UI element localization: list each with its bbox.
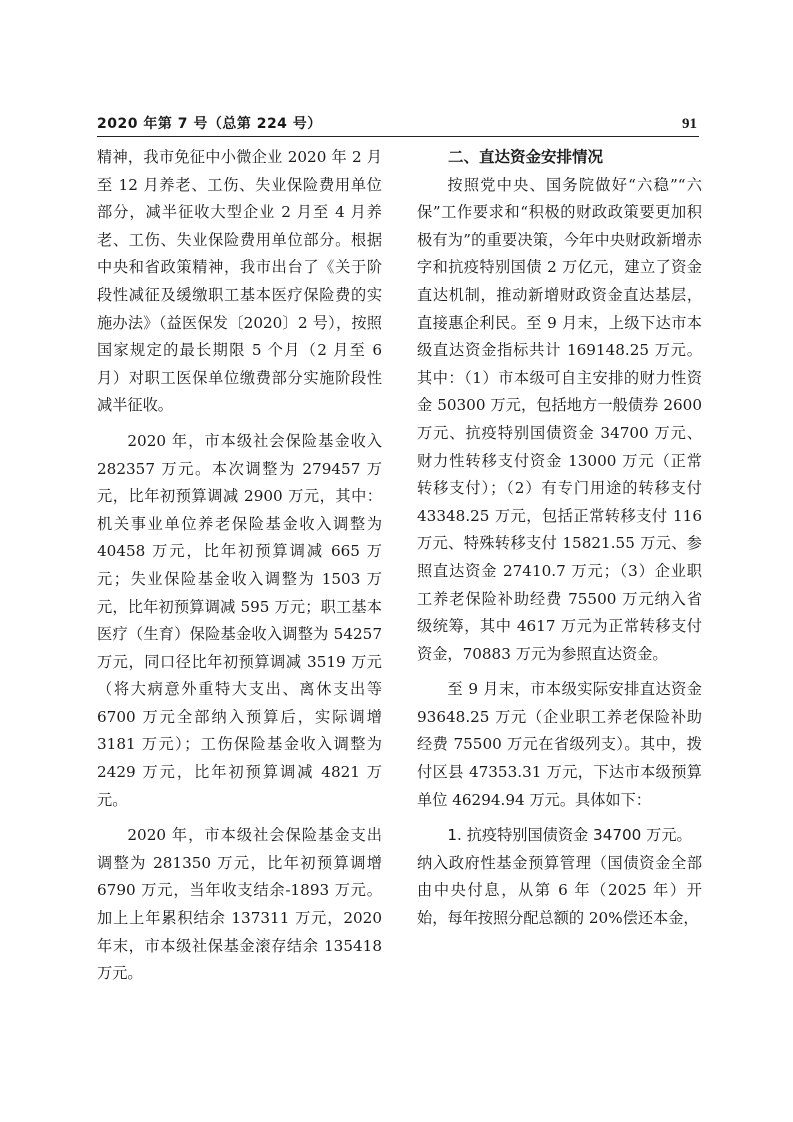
right-column xyxy=(417,144,702,941)
paragraph: 纳入政府性基金预算管理（国债资金全部由中央付息，从第 6 年（2025 年）开始，每年按照分配总额的 20%偿还本金， xyxy=(417,853,702,928)
left-column xyxy=(97,144,382,996)
paragraph: 按照党中央、国务院做好“六稳”“六保”工作要求和“积极的财政政策要更加积极有为”的重要决策，今年中央财政新增赤字和抗疫特别国债 2 万亿元，建立了资金直达机制，推动新增财政资金直达基层，直接惠企利民。至 9 月末，上级下达市本级直达资金指标共计 169148.25 万元。其中：（1）市本级可自主安排的财力性资金 50300 万元，包括地方一般债券 2600 万元、抗疫特别国债资金 34700 万元、财力性转移支付资金 13000 万元（正常转移支付）；（2）有专门用途的转移支付 43348.25 万元，包括正常转移支付 116 万元、特殊转移支付 15821.55 万元、参照直达资金 27410.7 万元；（3）企业职工养老保险补助经费 75500 万元纳入省级统筹，其中 4617 万元为正常转移支付资金，70883 万元为参照直达资金。 xyxy=(417,175,702,663)
paragraph: 2020 年，市本级社会保险基金支出调整为 281350 万元，比年初预算调增 6790 万元，当年收支结余-1893 万元。加上上年累积结余 137311 万元，2020 年末，市本级社保基金滚存结余 135418 万元。 xyxy=(97,826,382,983)
section-heading: 二、直达资金安排情况 xyxy=(448,148,604,166)
page-number: 91 xyxy=(682,116,697,132)
issue-label: 2020 年第 7 号（总第 224 号） xyxy=(97,116,322,132)
paragraph: 精神，我市免征中小微企业 2020 年 2 月至 12 月养老、工伤、失业保险费用单位部分，减半征收大型企业 2 月至 4 月养老、工伤、失业保险费用单位部分。根据中央和省政策精神，我市出台了《关于阶段性减征及缓缴职工基本医疗保险费的实施办法》（益医保发〔2020〕2 号），按照国家规定的最长期限 5 个月（2 月至 6 月）对职工医保单位缴费部分实施阶段性减半征收。 xyxy=(97,148,382,415)
subsection-heading: 1. 抗疫特别国债资金 34700 万元。 xyxy=(447,826,692,845)
header-divider xyxy=(97,136,699,137)
paragraph: 至 9 月末，市本级实际安排直达资金 93648.25 万元（企业职工养老保险补助经费 75500 万元在省级列支）。其中，拨付区县 47353.31 万元，下达市本级预算单位 46294.94 万元。具体如下： xyxy=(417,680,702,809)
paragraph: 2020 年，市本级社会保险基金收入 282357 万元。本次调整为 279457 万元，比年初预算调减 2900 万元，其中：机关事业单位养老保险基金收入调整为 40458 万元，比年初预算调减 665 万元；失业保险基金收入调整为 1503 万元，比年初预算调减 595 万元；职工基本医疗（生育）保险基金收入调整为 54257 万元，同口径比年初预算调减 3519 万元（将大病意外重特大支出、离休支出等 6700 万元全部纳入预算后，实际调增 3181 万元）；工伤保险基金收入调整为 2429 万元，比年初预算调减 4821 万元。 xyxy=(97,431,382,809)
